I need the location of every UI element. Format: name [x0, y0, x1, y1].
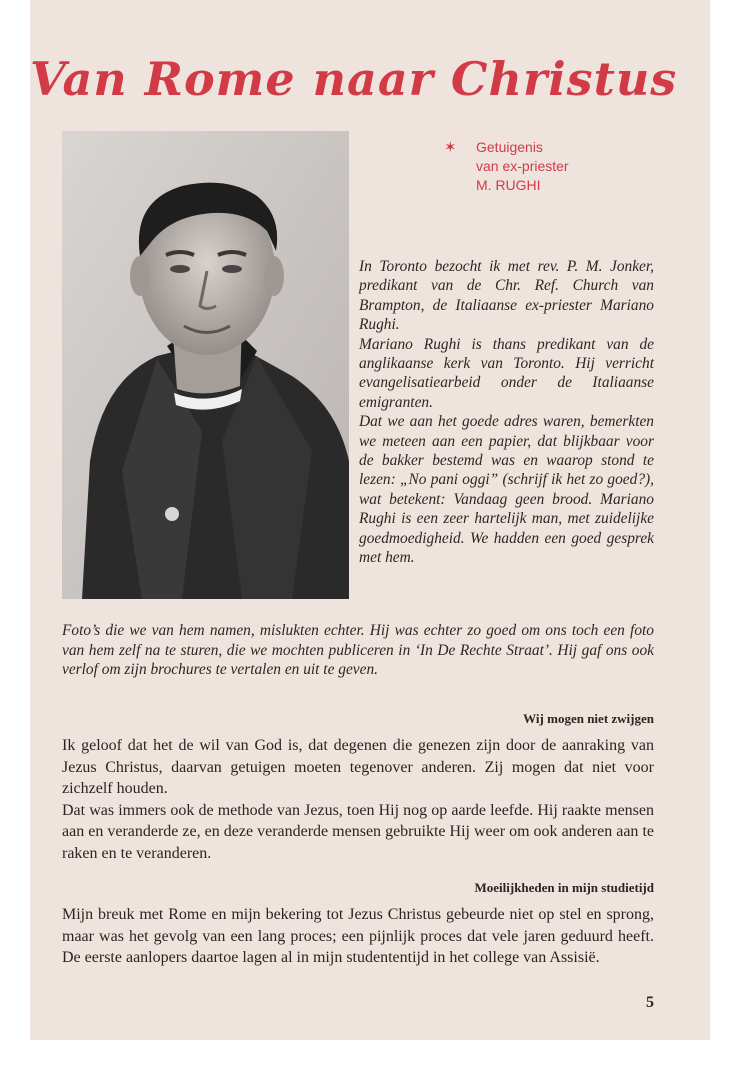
page-number: 5	[646, 994, 654, 1011]
byline-line-1: Getuigenis	[476, 139, 543, 155]
section-heading-1: Wij mogen niet zwijgen	[523, 711, 654, 726]
portrait-photo	[62, 131, 349, 599]
section-heading-2: Moeilijkheden in mijn studietijd	[474, 880, 654, 895]
article-title: Van Rome naar Christus	[30, 52, 678, 106]
section-1-body	[62, 735, 654, 864]
intro-text	[359, 257, 654, 568]
intro-paragraph-3: Dat we aan het goede adres waren, bemerkten we meteen aan een papier, dat blijkbaar voor de bakker bestemd was en waarop stond te lezen: „No pani oggi” (schrijf ik het zo goed?), wat betekent: Vandaag geen brood. Mariano Rughi is een zeer hartelijk man, met zuidelijke goedmoedigheid. We hadden een goed gesprek met hem.	[359, 413, 654, 567]
section-2-body	[62, 904, 654, 969]
star-icon: ✶	[444, 139, 457, 156]
intro-paragraph-1: In Toronto bezocht ik met rev. P. M. Jonker, predikant van de Chr. Ref. Church van Brampton, de Italiaanse ex-priester Mariano Rughi.	[359, 258, 654, 334]
intro-paragraph-continued: Foto’s die we van hem namen, mislukten echter. Hij was echter zo goed om ons toch een foto van hem zelf na te sturen, die we mochten publiceren in ‘In De Rechte Straat’. Hij gaf ons ook verlof om zijn brochures te vertalen en uit te geven.	[62, 622, 654, 679]
section-1-paragraph-2: Dat was immers ook de methode van Jezus, toen Hij nog op aarde leefde. Hij raakte mensen aan en veranderde ze, en deze veranderde mensen gebruikte Hij weer om ook anderen aan te raken en te veranderen.	[62, 801, 654, 862]
byline-line-2: van ex-priester	[476, 158, 569, 174]
portrait-photo-icon	[62, 131, 349, 599]
section-2-paragraph-1: Mijn breuk met Rome en mijn bekering tot Jezus Christus gebeurde niet op stel en sprong, maar was het gevolg van een lang proces; een pijnlijk proces dat vele jaren geduurd heeft. De eerste aanlopers daartoe lagen al in mijn studententijd in het college van Assisië.	[62, 906, 654, 966]
section-1-paragraph-1: Ik geloof dat het de wil van God is, dat degenen die genezen zijn door de aanraking van Jezus Christus, daarvan getuigen moeten tegenover anderen. Zij mogen dat niet voor zichzelf houden.	[62, 737, 654, 797]
intro-paragraph-2: Mariano Rughi is thans predikant van de anglikaanse kerk van Toronto. Hij verricht evangelisatiearbeid onder de Italiaanse emigranten.	[359, 335, 654, 411]
byline-author: M. RUGHI	[476, 177, 541, 193]
byline	[444, 138, 644, 195]
